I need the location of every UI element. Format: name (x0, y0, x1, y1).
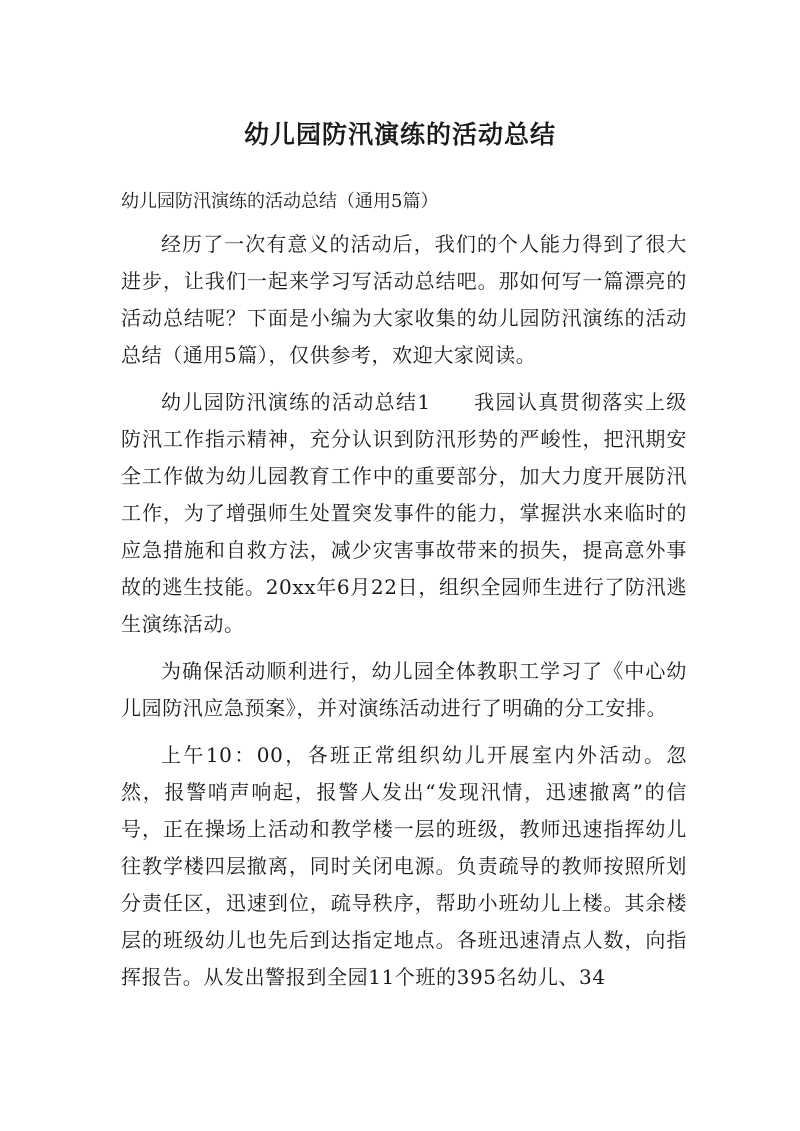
paragraph-preparation: 为确保活动顺利进行，幼儿园全体教职工学习了《中心幼儿园防汛应急预案》，并对演练活动进行了明确的分工安排。 (121, 659, 687, 720)
document-body (121, 226, 687, 1006)
paragraph-intro: 经历了一次有意义的活动后，我们的个人能力得到了很大进步，让我们一起来学习写活动总结吧。那如何写一篇漂亮的活动总结呢？下面是小编为大家收集的幼儿园防汛演练的活动总结（通用5篇），仅供参考，欢迎大家阅读。 (121, 232, 687, 367)
paragraph-summary-1: 幼儿园防汛演练的活动总结1 我园认真贯彻落实上级防汛工作指示精神，充分认识到防汛形势的严峻性，把汛期安全工作做为幼儿园教育工作中的重要部分，加大力度开展防汛工作，为了增强师生处置突发事件的能力，掌握洪水来临时的应急措施和自救方法，减少灾害事故带来的损失，提高意外事故的逃生技能。20xx年6月22日，组织全园师生进行了防汛逃生演练活动。 (121, 390, 687, 636)
paragraph-drill-process: 上午10：00，各班正常组织幼儿开展室内外活动。忽然，报警哨声响起，报警人发出“发现汛情，迅速撤离”的信号，正在操场上活动和教学楼一层的班级，教师迅速指挥幼儿往教学楼四层撤离，同时关闭电源。负责疏导的教师按照所划分责任区，迅速到位，疏导秩序，帮助小班幼儿上楼。其余楼层的班级幼儿也先后到达指定地点。各班迅速清点人数，向指挥报告。从发出警报到全园11个班的395名幼儿、34 (121, 743, 687, 989)
document-title: 幼儿园防汛演练的活动总结 (243, 119, 556, 149)
document-subtitle: 幼儿园防汛演练的活动总结（通用5篇） (121, 191, 439, 212)
